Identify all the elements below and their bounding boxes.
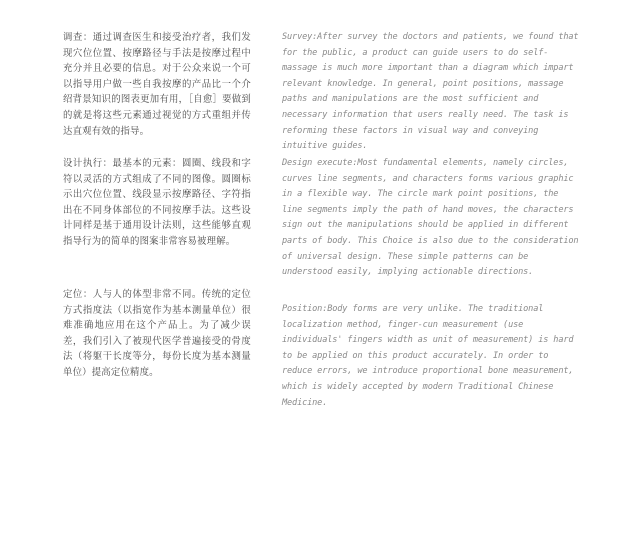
survey-paragraph-cn: 调查：通过调查医生和接受治疗者，我们发现穴位位置、按摩路径与手法是按摩过程中充分并且必要的信息。对于公众来说一个可以指导用户做一些自我按摩的产品比一个介绍背景知识的图表更加有用，［自愈］要做到的就是将这些元素通过视觉的方式重组并传达直观有效的指导。 [63, 32, 251, 137]
design-paragraph-en: Design execute:Most fundamental elements, namely circles, curves line segments, and characters forms various graphic in a flexible way. The circle mark point positions, the line segments imply the path of hand moves, the characters sign out the manipulations should be applied in different parts of body. This Choice is also due to the consideration of universal design. These simple patterns can be understood easily, implying actionable directions. [282, 158, 579, 278]
position-paragraph-en: Position:Body forms are very unlike. The traditional localization method, finger-cun measurement (use individuals' fingers width as unit of measurement) is hard to be applied on this product accurately. In order to reduce errors, we introduce proportional bone measurement, which is widely accepted by modern Traditional Chinese Medicine. [282, 304, 574, 408]
survey-paragraph-en: Survey:After survey the doctors and patients, we found that for the public, a product can guide users to do self-massage is much more important than a diagram which impart relevant knowledge. In general, point positions, massage paths and manipulations are the most sufficient and necessary information that users really need. The task is reforming these factors in visual way and conveying intuitive guides. [282, 32, 579, 152]
position-paragraph-cn: 定位：人与人的体型非常不同。传统的定位方式指度法（以指宽作为基本测量单位）很难准确地应用在这个产品上。为了减少误差，我们引入了被现代医学普遍接受的骨度法（将躯干长度等分，每份长度为基本测量单位）提高定位精度。 [63, 289, 251, 378]
chinese-column [63, 30, 251, 378]
english-column [282, 30, 582, 408]
design-paragraph-cn: 设计执行：最基本的元素：圆圈、线段和字符以灵活的方式组成了不同的图像。圆圈标示出穴位位置、线段显示按摩路径、字符指出在不同身体部位的不同按摩手法。这些设计同样是基于通用设计法则，这些能够直观指导行为的简单的图案非常容易被理解。 [63, 158, 251, 247]
